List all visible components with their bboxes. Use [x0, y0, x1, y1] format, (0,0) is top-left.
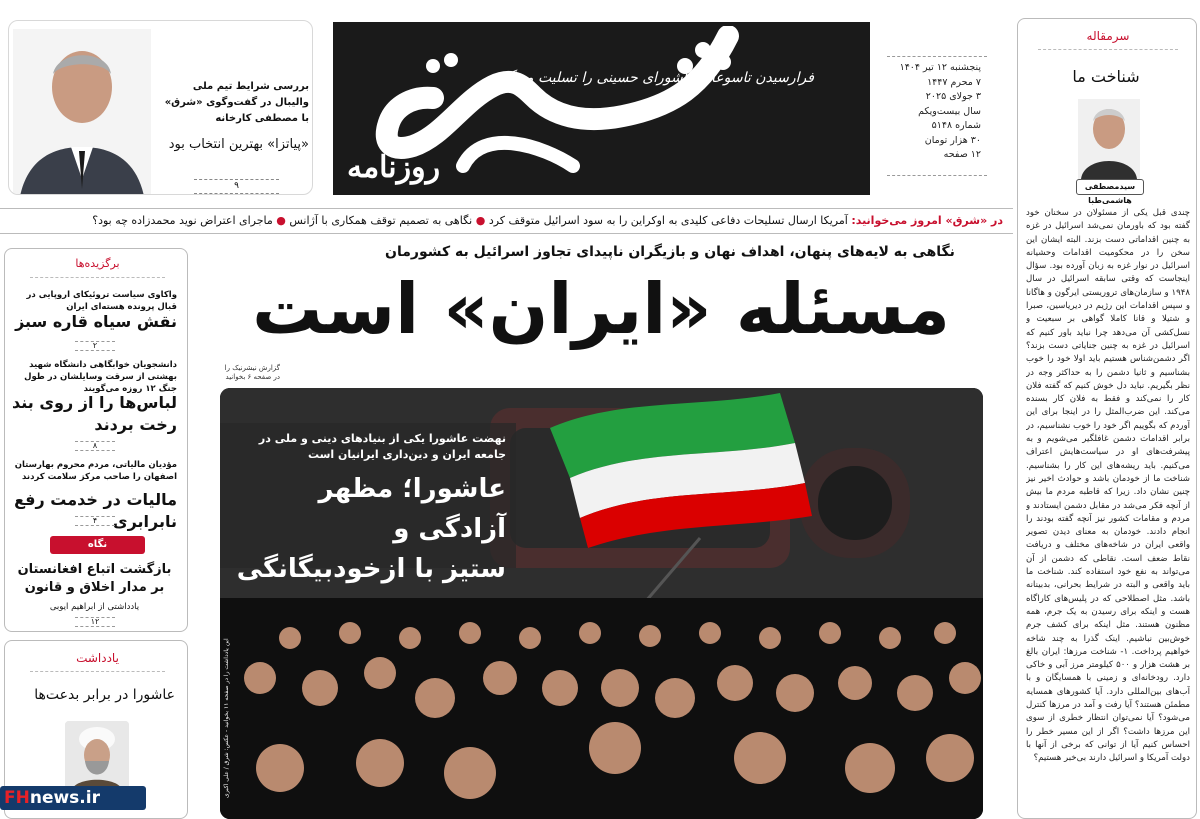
masthead-slogan: فرارسیدن تاسوعا و عاشورای حسینی را تسلیت می‌گوییم	[483, 70, 814, 86]
divider	[30, 277, 165, 278]
sports-promo[interactable]	[8, 20, 313, 195]
author-photo	[65, 721, 129, 791]
negah-title[interactable]	[12, 561, 177, 597]
editorial-section-title: سرمقاله	[1086, 29, 1130, 43]
pub-pages: ۱۲ صفحه	[943, 149, 981, 160]
author-photo	[1078, 99, 1140, 179]
page-number: ۸	[75, 441, 115, 451]
pub-year: سال بیست‌ویکم	[918, 105, 981, 117]
highlight-title[interactable]: نقش سیاه قاره سبز	[15, 312, 177, 331]
page-number: ۲	[75, 341, 115, 351]
promo-text: بررسی شرایط تیم ملی والیبال در گفت‌وگوی «شرق» با مصطفی کارخانه	[164, 81, 309, 124]
publication-info	[887, 56, 987, 176]
pub-price: ۳۰ هزار تومان	[924, 134, 981, 146]
portrait-photo	[13, 29, 151, 195]
divider	[1038, 49, 1178, 50]
photo-caption-box	[220, 423, 516, 584]
page-number: ۱۲	[75, 617, 115, 627]
highlights-panel	[4, 248, 188, 632]
negah-author: یادداشتی از ابراهیم ایوبی	[49, 602, 140, 612]
photo-title[interactable]	[226, 469, 506, 589]
bullet-icon: ●	[272, 214, 286, 227]
promo-quote: «پیاتزا» بهترین انتخاب بود	[168, 137, 309, 152]
divider	[30, 671, 165, 672]
editorial-body: چندی قبل یکی از مسئولان در سخنان خود گفته بود که باورمان نمی‌شد اسرائیل در غزه به چنین اقداماتی دست بزند. البته ایشان این سخن را در محکومیت اقدامات وحشیانه اسرائیل در نوار غزه به زبان آورده بود. سؤال اینجاست که وقتی سابقه اسرائیل در سال ۱۹۴۸ و سازمان‌های تروریستی ایرگون و هاگانا و سپس اقدامات این رژیم در دیریاسین، صبرا و شتیلا و قانا کاملا گواهی بر سبعیت و نسل‌کشی آن می‌دهد چرا نباید باور کنیم که اسرائیل در غزه به چنین جنایاتی دست بزند؟ اگر دشمن‌شناس هستیم باید اولا خود را خوب بشناسیم و ثانیا دشمن را به حداکثر وجه در نظر بگیریم. نباید دل خوش کنیم که گفته فلان کار را نمی‌کند و فقط به فلان کار بسنده می‌کند. این ضرب‌المثل را در اینجا برای این آوردم که بگوییم اگر خود را خوب نشناسیم، در برابر اقدامات دشمن غافلگیر می‌شویم و به پیشرفت‌های او در سیاست‌هایش اعتراف می‌کنیم. باید ریشه‌های این کار را بشناسیم. شناخت ما از خودمان باشد و حوادث اخیر نیز چنین نشان داد. زیرا که قاطبه مردم ما بیش از آنچه فکر می‌شد در مقابل دشمن ایستادند و مردم و مقامات کشور نیز آنچه گفته بودند را انجام دادند. خودمان به معنای دیدن تصویر واقعی ایران در شاخه‌های مختلف و دریافت نقاط ضعف است. نقاطی که دشمن از آن می‌تواند به نفع خود استفاده کند. شناخت ما باید واقعی و البته در شرایط بحرانی، بدبینانه باشد. مثل اصطلاحی که در پلیس‌های کاراگاه هست و اینکه برای رسیدن به یک جرم، همه مظنون هستند. مثل اینکه برای کشف جرم خوش‌بین نباشیم. اینک گذرا به چند شاخه خواهیم پرداخت. ۱- شناخت مرزها: ایران بالغ بر هشت هزار و ۵۰۰ کیلومتر مرز آبی و خاکی دارد. رودخانه‌ای و زمینی با همسایگان و با آب‌های بین‌المللی دارد. آیا کشورهای همسایه مطمئن هستند؟ آیا رفت و آمد در مرزها کنترل می‌شود؟ آیا نمی‌توان انتظار خطری از سوی این مرزها داشت؟ اگر از این مسیر خطر را احساس کنیم آیا از توانی که برخی از آنها با دولت آمریکا و اسرائیل دارند بی‌خبر هستیم؟	[1026, 208, 1190, 764]
pub-date-gregorian: ۳ جولای ۲۰۲۵	[925, 91, 981, 102]
highlight-summary: واکاوی سیاست تروئیکای اروپایی در قبال پرونده هسته‌ای ایران	[26, 290, 177, 312]
report-reference: گزارش نیشرنیک را در صفحه ۶ بخوانید	[224, 364, 280, 381]
editorial-title[interactable]: شناخت ما	[1072, 67, 1140, 86]
negah-badge: نگاه	[50, 536, 145, 554]
ticker-item[interactable]: آمریکا ارسال تسلیحات دفاعی کلیدی به اوکراین را به سود اسرائیل متوقف کرد	[488, 214, 848, 227]
photo-title-line: عاشورا؛ مظهر آزادگی و	[318, 474, 506, 544]
ticker-item[interactable]: نگاهی به تصمیم توقف همکاری با آژانس	[289, 214, 473, 227]
watermark-fh: FH	[4, 788, 30, 808]
editorial-panel	[1017, 18, 1197, 819]
negah-title-line: بازگشت اتباع افغانستان	[17, 562, 172, 577]
highlight-summary: مؤدیان مالیاتی، مردم محروم بهارستان اصفهان را صاحب مرکز سلامت کردند	[14, 460, 177, 482]
watermark-rest: news.ir	[29, 788, 100, 808]
page-number: ۴	[75, 516, 115, 526]
bullet-icon: ●	[472, 214, 486, 227]
editorial-author: سیدمصطفی هاشمی‌طبا	[1076, 179, 1144, 195]
masthead	[333, 22, 870, 195]
photo-dek: نهضت عاشورا یکی از بنیادهای دینی و ملی در جامعه ایران و دین‌داری ایرانیان است	[258, 432, 506, 461]
highlight-title[interactable]: مالیات در خدمت رفع نابرابری	[14, 490, 177, 531]
highlight-title[interactable]: لباس‌ها را از روی بند رخت بردند	[12, 393, 177, 434]
main-headline[interactable]: مسئله «ایران» است	[252, 268, 950, 350]
photo-credit: این یادداشت را در صفحه ۱۱ بخوانید - عکس: شرق / علی اکبری	[223, 638, 230, 798]
promo-page-number: ۹	[194, 179, 279, 194]
note-section-title: یادداشت	[76, 651, 119, 665]
pub-date: پنجشنبه ۱۲ تیر ۱۴۰۴	[899, 62, 981, 73]
note-title[interactable]: عاشورا در برابر بدعت‌ها	[34, 687, 175, 703]
main-photo[interactable]	[220, 388, 983, 819]
headline-kicker: نگاهی به لایه‌های پنهان، اهداف نهان و بازیگران ناپیدای تجاوز اسرائیل به کشورمان	[385, 244, 955, 260]
ticker-lead: در «شرق» امروز می‌خوانید:	[851, 214, 1003, 227]
photo-title-line: ستیز با ازخودبیگانگی	[236, 554, 506, 584]
pub-date-hijri: ۷ محرم ۱۴۴۷	[927, 76, 981, 88]
masthead-name: روزنامه	[347, 150, 441, 185]
todays-contents-ticker	[0, 208, 1013, 234]
pub-issue: شماره ۵۱۴۸	[931, 120, 981, 131]
negah-title-line: بر مدار اخلاق و قانون	[24, 580, 165, 595]
highlights-title: برگزیده‌ها	[75, 257, 120, 270]
highlight-summary: دانشجویان خوابگاهی دانشگاه شهید بهشتی از سرقت وسایلشان در طول جنگ ۱۲ روزه می‌گویند	[24, 360, 177, 394]
watermark-logo	[0, 786, 146, 810]
ticker-item[interactable]: ماجرای اعتراض نوید محمدزاده چه بود؟	[92, 214, 273, 227]
